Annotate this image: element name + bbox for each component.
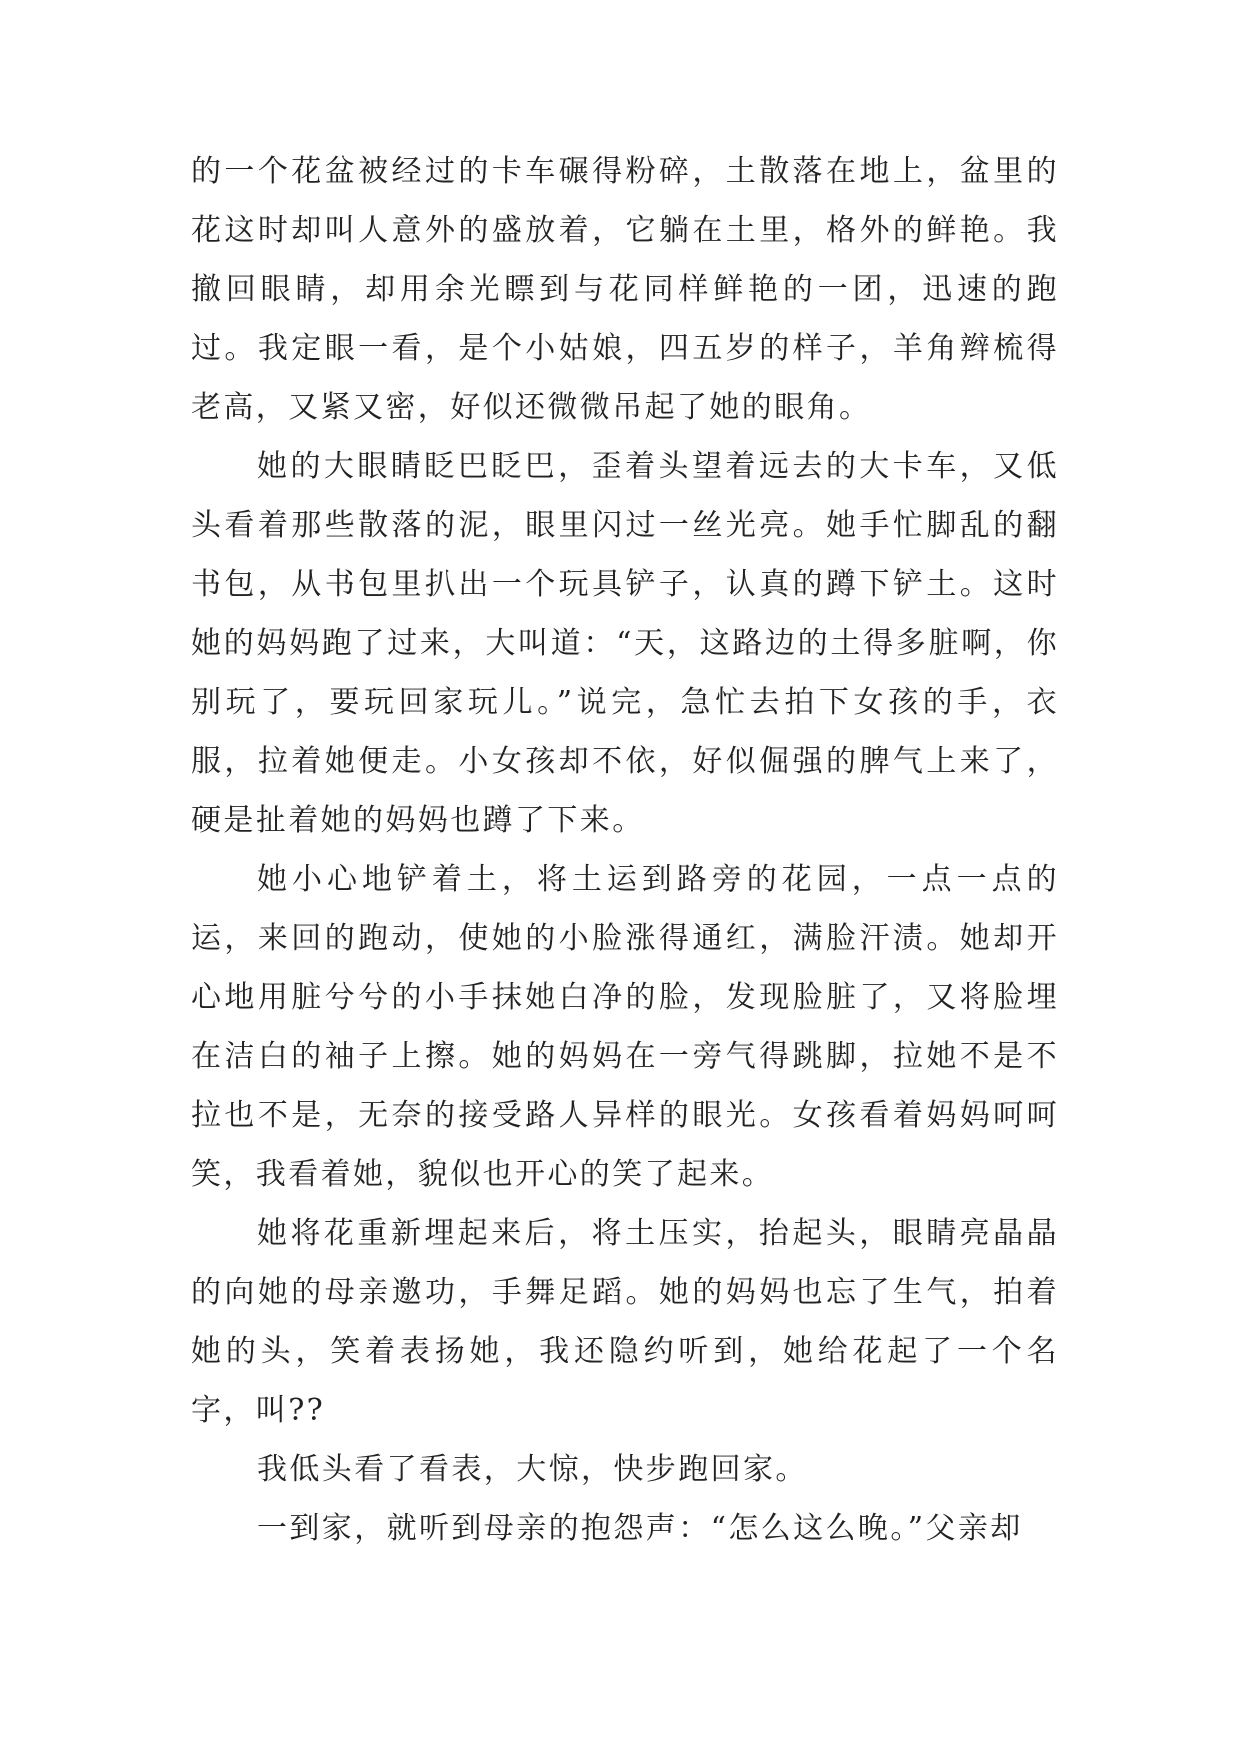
paragraph: 她将花重新埋起来后，将土压实，抬起头，眼睛亮晶晶的向她的母亲邀功，手舞足蹈。她的妈妈也忘了生气，拍着她的头，笑着表扬她，我还隐约听到，她给花起了一个名字，叫?? xyxy=(191,1216,1059,1428)
paragraph: 她小心地铲着土，将土运到路旁的花园，一点一点的运，来回的跑动，使她的小脸涨得通红，满脸汗渍。她却开心地用脏兮兮的小手抹她白净的脸，发现脸脏了，又将脸埋在洁白的袖子上擦。她的妈妈在一旁气得跳脚，拉她不是不拉也不是，无奈的接受路人异样的眼光。女孩看着妈妈呵呵笑，我看着她，貌似也开心的笑了起来。 xyxy=(191,862,1059,1192)
document-page xyxy=(191,142,1059,1558)
paragraph: 一到家，就听到母亲的抱怨声：“怎么这么晚。”父亲却 xyxy=(257,1511,1023,1546)
paragraph: 的一个花盆被经过的卡车碾得粉碎，土散落在地上，盆里的花这时却叫人意外的盛放着，它躺在土里，格外的鲜艳。我撤回眼睛，却用余光瞟到与花同样鲜艳的一团，迅速的跑过。我定眼一看，是个小姑娘，四五岁的样子，羊角辫梳得老高，又紧又密，好似还微微吊起了她的眼角。 xyxy=(191,154,1059,425)
paragraph: 她的大眼睛眨巴眨巴，歪着头望着远去的大卡车，又低头看着那些散落的泥，眼里闪过一丝光亮。她手忙脚乱的翻书包，从书包里扒出一个玩具铲子，认真的蹲下铲土。这时她的妈妈跑了过来，大叫道：“天，这路边的土得多脏啊，你别玩了，要玩回家玩儿。”说完，急忙去拍下女孩的手，衣服，拉着她便走。小女孩却不依，好似倔强的脾气上来了，硬是扯着她的妈妈也蹲了下来。 xyxy=(191,449,1059,838)
paragraph: 我低头看了看表，大惊，快步跑回家。 xyxy=(257,1452,808,1487)
